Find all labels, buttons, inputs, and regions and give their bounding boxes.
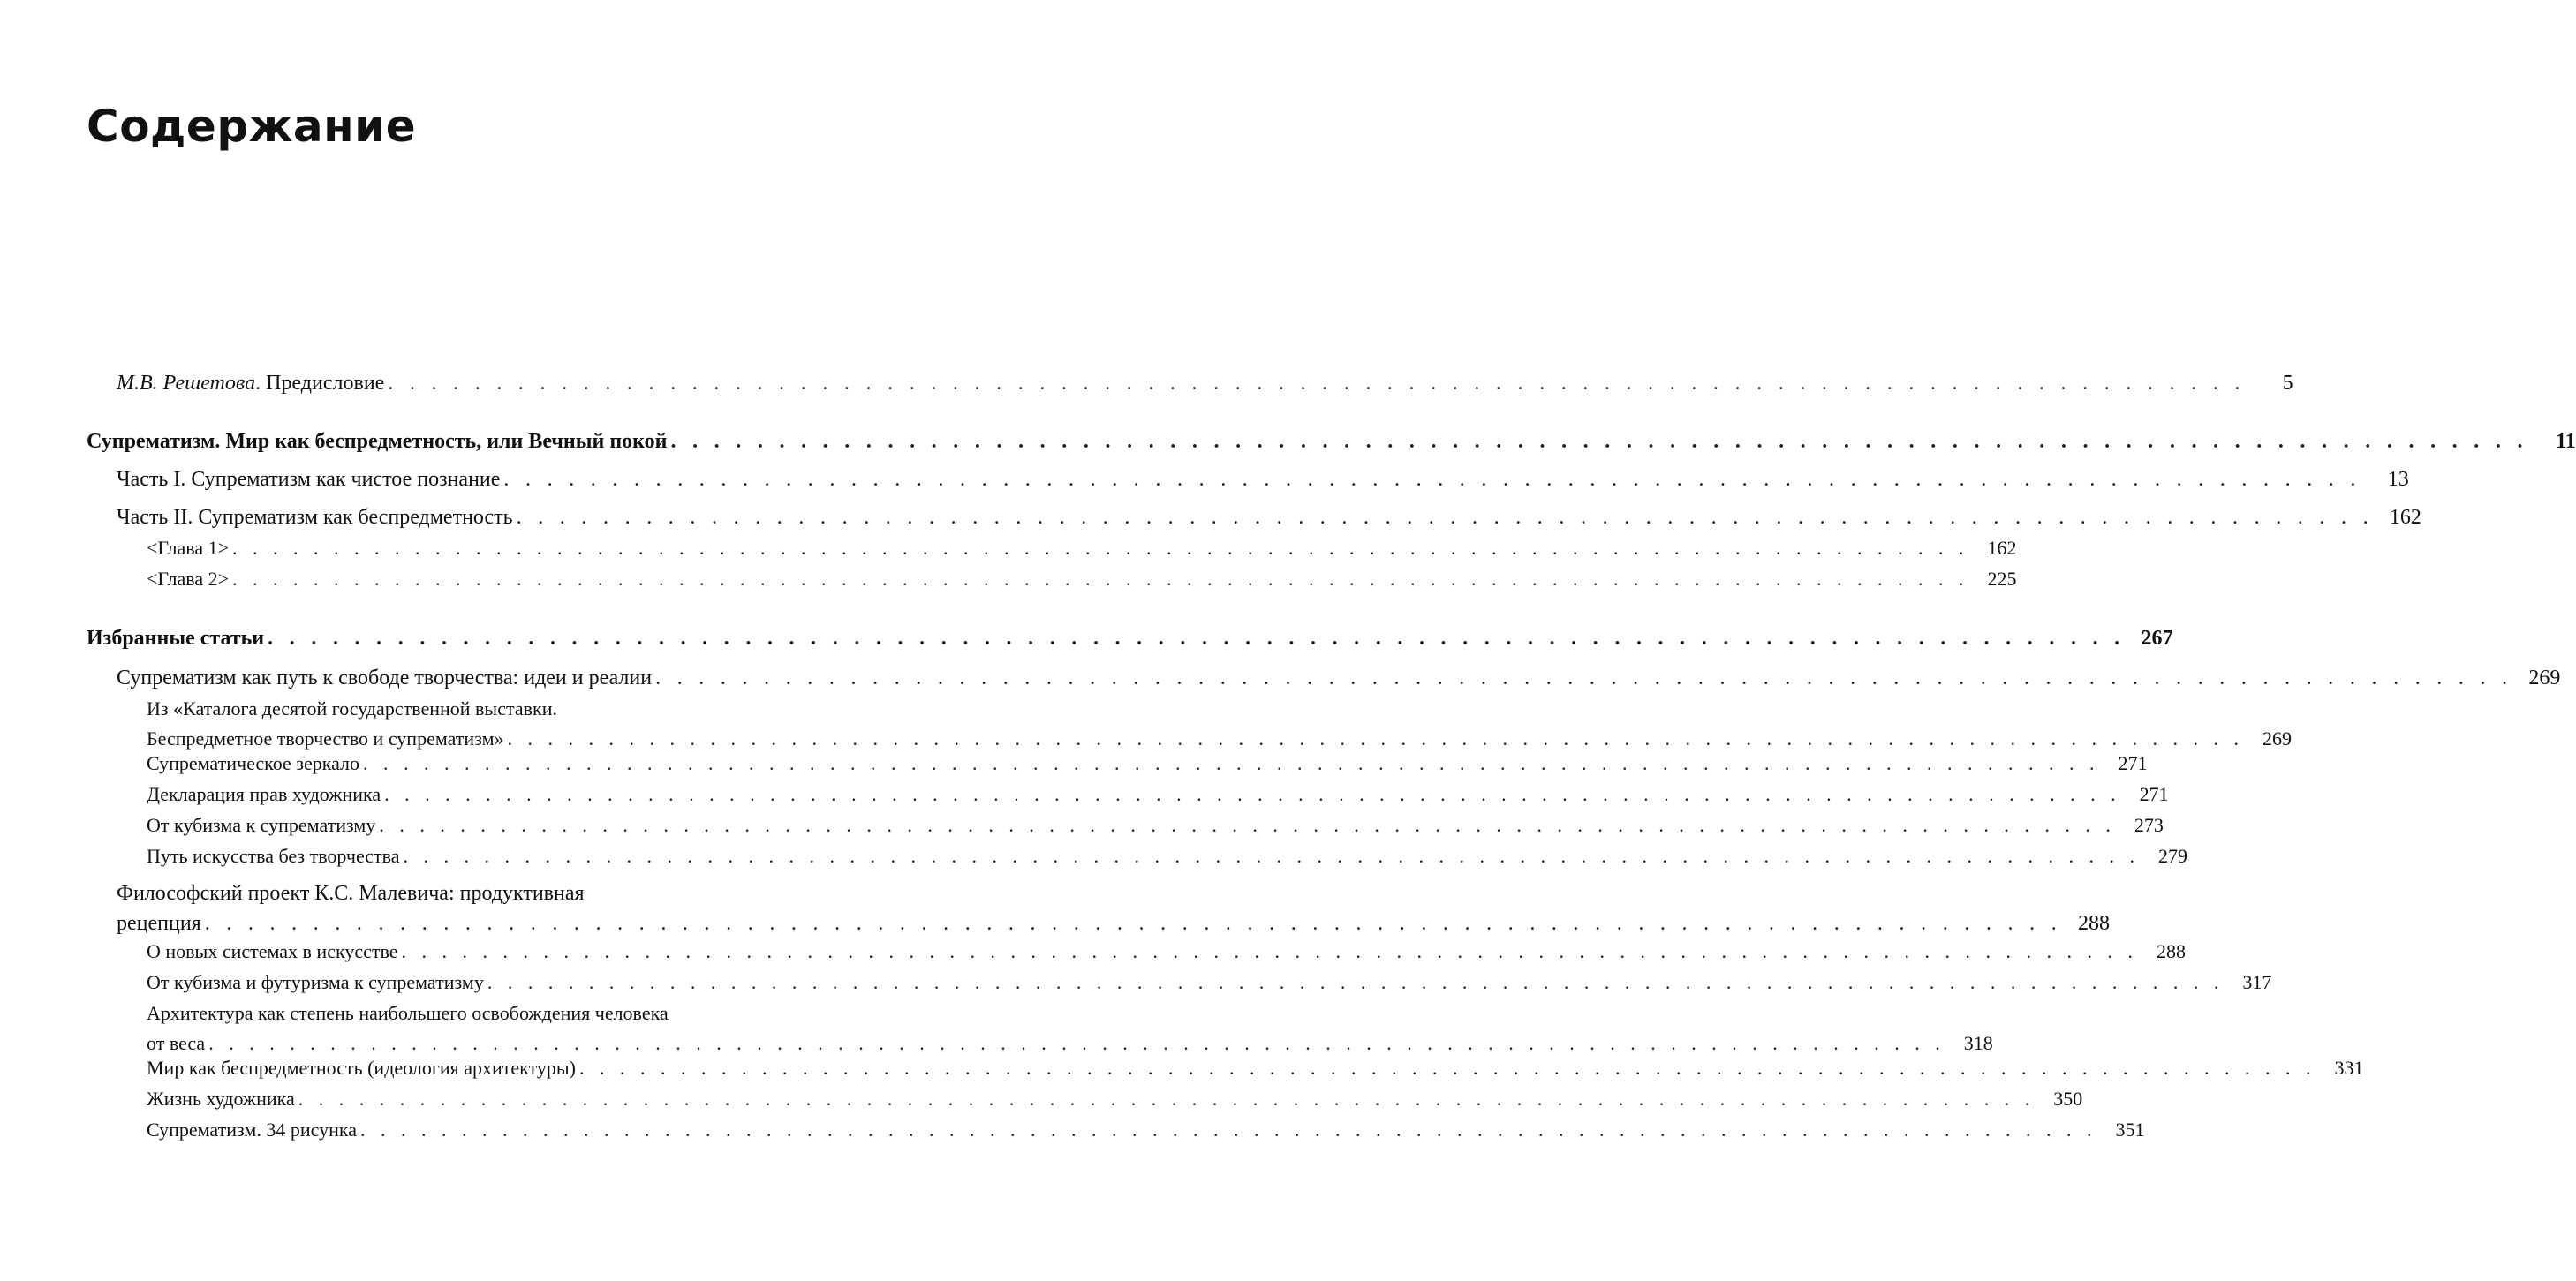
toc-entry-title: <Глава 1> (147, 537, 229, 559)
dot-leader: . . . . . . . . . . . . . . . . . . . . . . . . . . . . . . . . . . . . . . . . . . . . . . . . . . . . . . . . . . . . . . . . . . . . . . . . . . . . . . . . . . . . . . (204, 912, 2063, 935)
toc-entry-catalog[interactable] (147, 694, 2292, 754)
toc-page-number: 11 (2556, 430, 2576, 453)
dot-leader: . . . . . . . . . . . . . . . . . . . . . . . . . . . . . . . . . . . . . . . . . . . . . . . . . . . . . . . . . . . . . . . . . . . . . . . . . . . . . . . . . . . . . . (379, 814, 2116, 836)
toc-entry-title-line2: рецепция (117, 912, 201, 935)
toc-page-number: 288 (2157, 940, 2187, 962)
toc-entry-part1[interactable] (117, 464, 2409, 494)
toc-page-number: 279 (2158, 845, 2188, 867)
toc-entry-mirror[interactable] (147, 749, 2148, 779)
toc-entry-title-line2: Беспредметное творчество и супрематизм» (147, 727, 504, 750)
toc-entry-part2[interactable] (117, 502, 2421, 532)
toc-entry-title-line1: Философский проект К.С. Малевича: продуктивная (117, 882, 585, 905)
dot-leader: . . . . . . . . . . . . . . . . . . . . . . . . . . . . . . . . . . . . . . . . . . . . . . . . . . . . . . . . . . . . . . . . . . . . . . . . . . . . . . . . . . . . . . (231, 568, 1969, 590)
toc-entry-project[interactable] (117, 878, 2111, 938)
toc-entry-title-line2: от веса (147, 1032, 206, 1054)
toc-page-number: 225 (1987, 568, 2017, 590)
toc-entry-title: Путь искусства без творчества (147, 845, 400, 867)
toc-entry-path-art[interactable] (147, 841, 2188, 871)
dot-leader: . . . . . . . . . . . . . . . . . . . . . . . . . . . . . . . . . . . . . . . . . . . . . . . . . . . . . . . . . . . . . . . . . . . . . . . . . . . . . . . . . . . . . . (268, 627, 2126, 650)
toc-entry-title: Мир как беспредметность (идеология архитектуры) (147, 1057, 577, 1079)
toc-entry-author: М.В. Решетова (117, 372, 256, 395)
toc-entry-title: Часть II. Супрематизм как беспредметность (117, 506, 513, 529)
toc-page-number: 269 (2262, 727, 2292, 750)
toc-entry-title-line1: Из «Каталога десятой государственной выставки. (147, 697, 557, 720)
toc-entry-world-ideology[interactable] (147, 1053, 2364, 1083)
toc-entry-path-freedom[interactable] (117, 663, 2561, 693)
dot-leader: . . . . . . . . . . . . . . . . . . . . . . . . . . . . . . . . . . . . . . . . . . . . . . . . . . . . . . . . . . . . . . . . . . . . . . . . . . . . . . . . . . . . . . (516, 506, 2374, 529)
dot-leader: . . . . . . . . . . . . . . . . . . . . . . . . . . . . . . . . . . . . . . . . . . . . . . . . . . . . . . . . . . . . . . . . . . . . . . . . . . . . . . . . . . . . . . (507, 727, 2244, 750)
toc-entry-title: От кубизма и футуризма к супрематизму (147, 971, 484, 993)
dot-leader: . . . . . . . . . . . . . . . . . . . . . . . . . . . . . . . . . . . . . . . . . . . . . . . . . . . . . . . . . . . . . . . . . . . . . . . . . . . . . . . . . . . . . . (298, 1088, 2036, 1110)
toc-entry-artist-life[interactable] (147, 1084, 2083, 1114)
toc-page-number: 271 (2139, 783, 2169, 805)
toc-page-number: 162 (1987, 537, 2017, 559)
dot-leader: . . . . . . . . . . . . . . . . . . . . . . . . . . . . . . . . . . . . . . . . . . . . . . . . . . . . . . . . . . . . . . . . . . . . . . . . . . . . . . . . . . . . . . (363, 752, 2100, 774)
toc-entry-cubism-futurism[interactable] (147, 968, 2272, 998)
dot-leader: . . . . . . . . . . . . . . . . . . . . . . . . . . . . . . . . . . . . . . . . . . . . . . . . . . . . . . . . . . . . . . . . . . . . . . . . . . . . . . . . . . . . . . (403, 845, 2141, 867)
dot-leader: . . . . . . . . . . . . . . . . . . . . . . . . . . . . . . . . . . . . . . . . . . . . . . . . . . . . . . . . . . . . . . . . . . . . . . . . . . . . . . . . . . . . . . (208, 1032, 1945, 1054)
toc-section-selected-articles[interactable] (87, 623, 2173, 653)
toc-entry-title: . Предисловие (255, 372, 385, 395)
dot-leader: . . . . . . . . . . . . . . . . . . . . . . . . . . . . . . . . . . . . . . . . . . . . . . . . . . . . . . . . . . . . . . . . . . . . . . . . . . . . . . . . . . . . . . (503, 468, 2361, 491)
toc-entry-preface[interactable] (117, 368, 2293, 398)
toc-entry-title: О новых системах в искусстве (147, 940, 398, 962)
toc-page-number: 318 (1963, 1032, 1993, 1054)
dot-leader: . . . . . . . . . . . . . . . . . . . . . . . . . . . . . . . . . . . . . . . . . . . . . . . . . . . . . . . . . . . . . . . . . . . . . . . . . . . . . . . . . . . . . . (401, 940, 2139, 962)
toc-page-number: 162 (2389, 506, 2421, 529)
toc-entry-title-line1: Архитектура как степень наибольшего освобождения человека (147, 1002, 669, 1024)
toc-entry-new-systems[interactable] (147, 937, 2187, 967)
toc-entry-drawings[interactable] (147, 1115, 2145, 1145)
toc-entry-chapter1[interactable] (147, 533, 2017, 563)
dot-leader: . . . . . . . . . . . . . . . . . . . . . . . . . . . . . . . . . . . . . . . . . . . . . . . . . . . . . . . . . . . . . . . . . . . . . . . . . . . . . . . . . . . . . . (359, 1119, 2097, 1141)
toc-entry-title: Супрематизм. 34 рисунка (147, 1119, 357, 1141)
dot-leader: . . . . . . . . . . . . . . . . . . . . . . . . . . . . . . . . . . . . . . . . . . . . . . . . . . . . . . . . . . . . . . . . . . . . . . . . . . . . . . . . . . . . . . (487, 971, 2225, 993)
dot-leader: . . . . . . . . . . . . . . . . . . . . . . . . . . . . . . . . . . . . . . . . . . . . . . . . . . . . . . . . . . . . . . . . . . . . . . . . . . . . . . . . . . . . . . (655, 667, 2513, 689)
toc-entry-cubism[interactable] (147, 810, 2164, 840)
toc-entry-title: Супрематизм. Мир как беспредметность, или Вечный покой (87, 430, 668, 453)
toc-entry-title: Часть I. Супрематизм как чистое познание (117, 468, 501, 491)
dot-leader: . . . . . . . . . . . . . . . . . . . . . . . . . . . . . . . . . . . . . . . . . . . . . . . . . . . . . . . . . . . . . . . . . . . . . . . . . . . . . . . . . . . . . . (579, 1057, 2316, 1079)
toc-entry-title: Супрематическое зеркало (147, 752, 360, 774)
dot-leader: . . . . . . . . . . . . . . . . . . . . . . . . . . . . . . . . . . . . . . . . . . . . . . . . . . . . . . . . . . . . . . . . . . . . . . . . . . . . . . . . . . . . . . (388, 372, 2246, 395)
toc-page-number: 271 (2118, 752, 2148, 774)
toc-page-number: 267 (2141, 627, 2173, 650)
toc-section-suprematism-world[interactable] (87, 426, 2576, 456)
toc-page-number: 331 (2334, 1057, 2364, 1079)
toc-page-number: 317 (2242, 971, 2272, 993)
dot-leader: . . . . . . . . . . . . . . . . . . . . . . . . . . . . . . . . . . . . . . . . . . . . . . . . . . . . . . . . . . . . . . . . . . . . . . . . . . . . . . . . . . . . . . (384, 783, 2121, 805)
page-title: Содержание (87, 101, 417, 152)
dot-leader: . . . . . . . . . . . . . . . . . . . . . . . . . . . . . . . . . . . . . . . . . . . . . . . . . . . . . . . . . . . . . . . . . . . . . . . . . . . . . . . . . . . . . . (670, 430, 2528, 453)
toc-entry-title: От кубизма к супрематизму (147, 814, 376, 836)
toc-page-number: 5 (2282, 372, 2293, 395)
toc-entry-title: Жизнь художника (147, 1088, 295, 1110)
toc-page-number: 13 (2387, 468, 2409, 491)
toc-entry-title: Декларация прав художника (147, 783, 381, 805)
toc-page-number: 273 (2134, 814, 2164, 836)
toc-page-number: 269 (2528, 667, 2561, 689)
toc-entry-declaration[interactable] (147, 780, 2169, 810)
dot-leader: . . . . . . . . . . . . . . . . . . . . . . . . . . . . . . . . . . . . . . . . . . . . . . . . . . . . . . . . . . . . . . . . . . . . . . . . . . . . . . . . . . . . . . (231, 537, 1969, 559)
toc-entry-title: Супрематизм как путь к свободе творчества: идеи и реалии (117, 667, 653, 689)
toc-entry-title: <Глава 2> (147, 568, 229, 590)
toc-entry-architecture[interactable] (147, 998, 1993, 1059)
toc-page-number: 350 (2053, 1088, 2083, 1110)
toc-entry-chapter2[interactable] (147, 564, 2017, 594)
toc-page-number: 288 (2078, 912, 2111, 935)
toc-page-number: 351 (2115, 1119, 2145, 1141)
toc-entry-title: Избранные статьи (87, 627, 265, 650)
